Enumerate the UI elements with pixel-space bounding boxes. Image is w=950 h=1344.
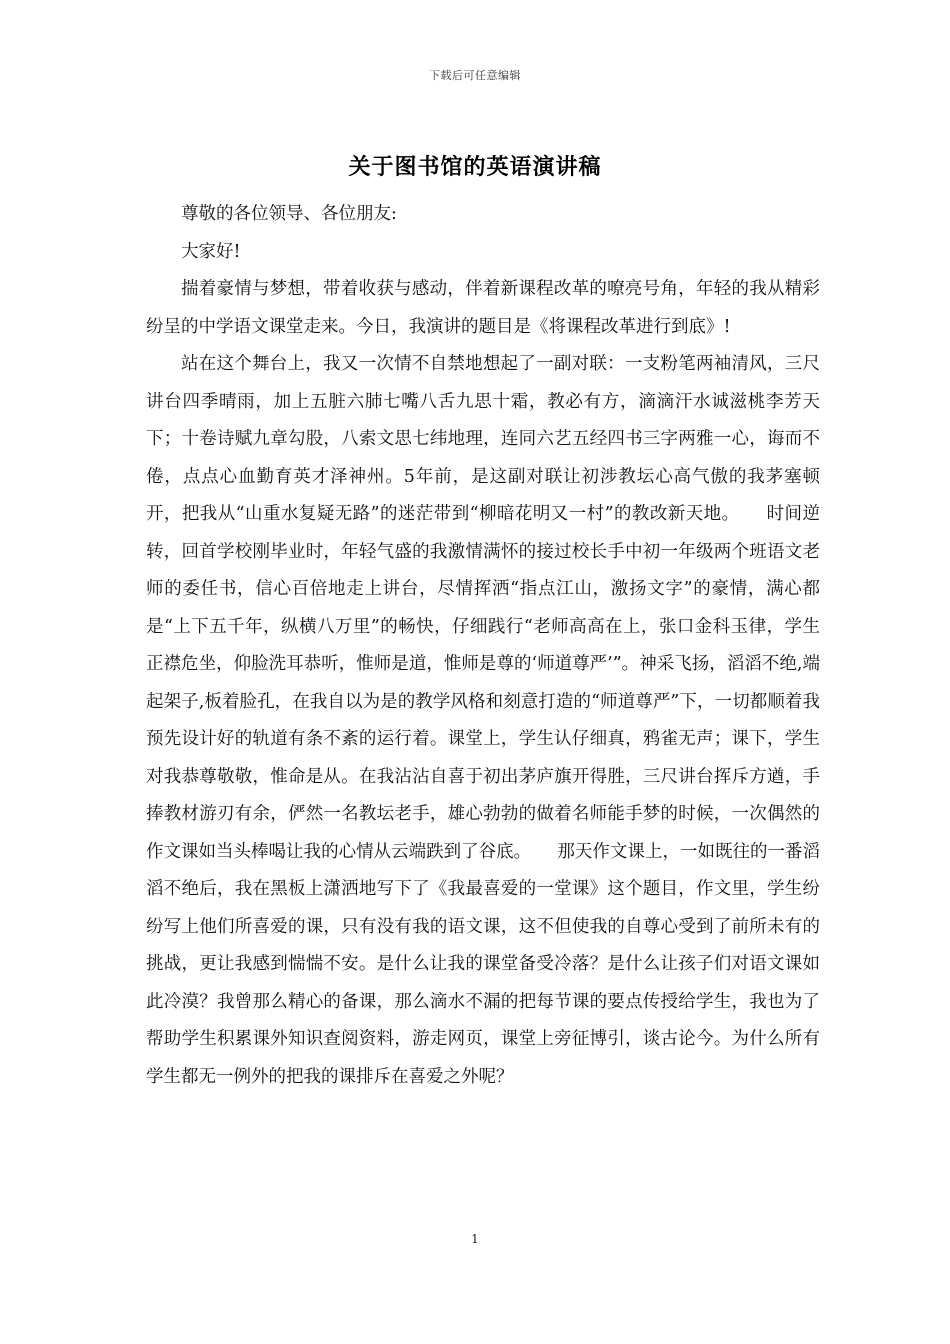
paragraph: 揣着豪情与梦想，带着收获与感动，伴着新课程改革的嘹亮号角，年轻的我从精彩纷呈的中学语文课堂走来。今日，我演讲的题目是《将课程改革进行到底》!: [146, 279, 820, 337]
document-body: [146, 196, 820, 1096]
salutation: 尊敬的各位领导、各位朋友:: [181, 204, 397, 224]
header-note: 下载后可任意编辑: [429, 69, 521, 82]
document-title: 关于图书馆的英语演讲稿: [348, 155, 602, 180]
page-number: 1: [471, 1232, 479, 1246]
greeting: 大家好!: [181, 241, 241, 262]
paragraph: 站在这个舞台上，我又一次情不自禁地想起了一副对联：一支粉笔两袖清风，三尺讲台四季晴雨，加上五脏六肺七嘴八舌九思十霜，教必有方，滴滴汗水诚滋桃李芳天下；十卷诗赋九章勾股，八索文思七纬地理，连同六艺五经四书三字两雅一心，诲而不倦，点点心血勤育英才泽神州。5年前，是这副对联让初涉教坛心高气傲的我茅塞顿开，把我从“山重水复疑无路”的迷茫带到“柳暗花明又一村”的教改新天地。 时间逆转，回首学校刚毕业时，年轻气盛的我激情满怀的接过校长手中初一年级两个班语文老师的委任书，信心百倍地走上讲台，尽情挥洒“指点江山，激扬文字”的豪情，满心都是“上下五千年，纵横八万里”的畅快，仔细践行“老师高高在上，张口金科玉律，学生正襟危坐，仰脸洗耳恭听，惟师是道，惟师是尊的‘师道尊严’”。神采飞扬，滔滔不绝,端起架子,板着脸孔，在我自以为是的教学风格和刻意打造的“师道尊严”下，一切都顺着我预先设计好的轨道有条不紊的运行着。课堂上，学生认仔细真，鸦雀无声；课下，学生对我恭尊敬敬，惟命是从。在我沾沾自喜于初出茅庐旗开得胜，三尺讲台挥斥方遒，手捧教材游刃有余，俨然一名教坛老手，雄心勃勃的做着名师能手梦的时候，一次偶然的作文课如当头棒喝让我的心情从云端跌到了谷底。 那天作文课上，一如既往的一番滔滔不绝后，我在黑板上潇洒地写下了《我最喜爱的一堂课》这个题目，作文里，学生纷纷写上他们所喜爱的课，只有没有我的语文课，这不但使我的自尊心受到了前所未有的挑战，更让我感到惴惴不安。是什么让我的课堂备受冷落？是什么让孩子们对语文课如此冷漠？我曾那么精心的备课，那么滴水不漏的把每节课的要点传授给学生，我也为了帮助学生积累课外知识查阅资料，游走网页，课堂上旁征博引，谈古论今。为什么所有学生都无一例外的把我的课排斥在喜爱之外呢？: [146, 354, 820, 1087]
